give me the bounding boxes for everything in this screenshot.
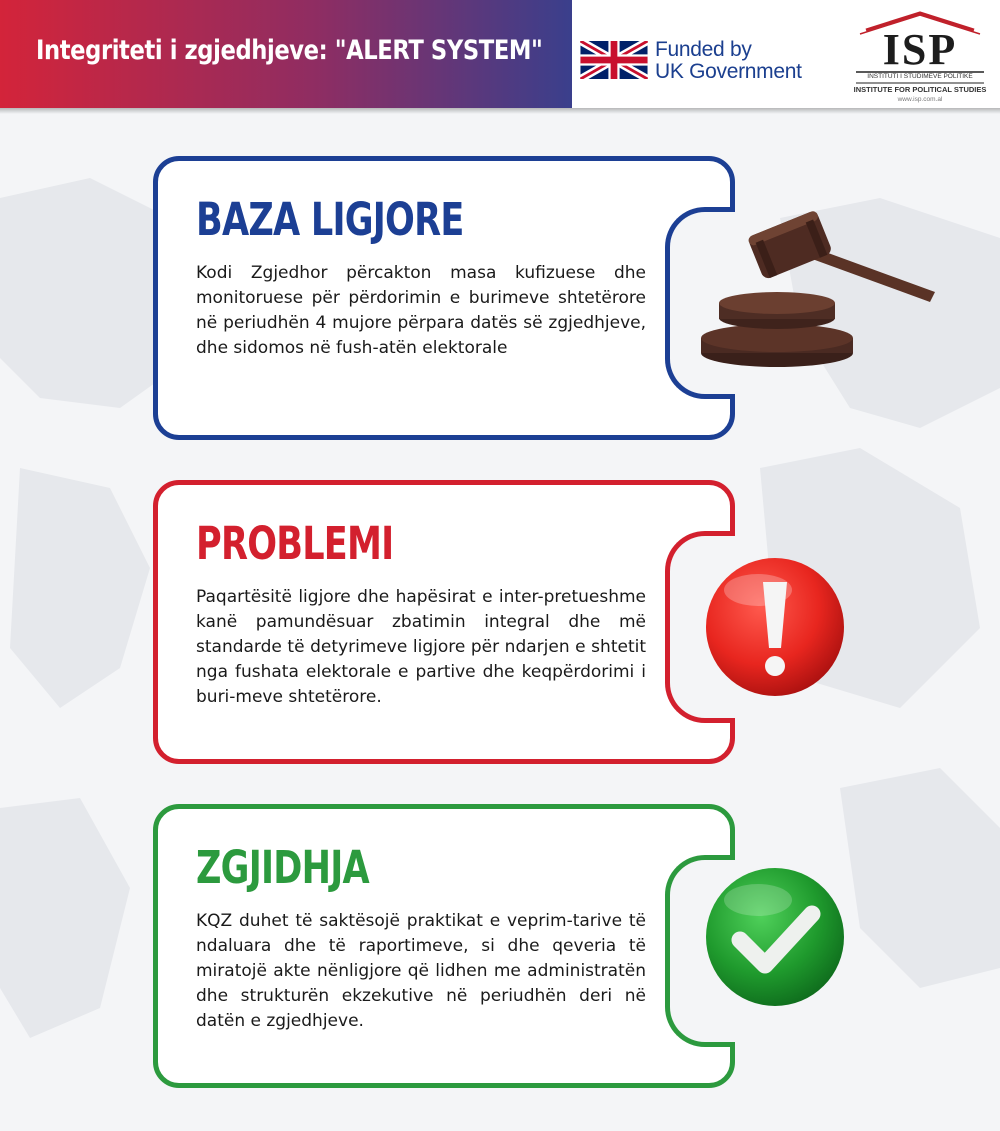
isp-albanian-name: INSTITUTI I STUDIMEVE POLITIKE [867, 73, 973, 80]
legal-basis-text: Kodi Zgjedhor përcakton masa kufizuese dhe monitoruese për përdorimin e burimeve shtetërore në periudhën 4 mujore përpara datës së zgjedhjeve, dhe sidomos në fush-atën elektorale [196, 263, 646, 358]
legal-basis-heading: BAZA LIGJORE [196, 193, 464, 246]
problem-heading: PROBLEMI [196, 517, 394, 570]
solution-heading: ZGJIDHJA [196, 841, 369, 894]
isp-website: www.isp.com.al [897, 96, 943, 103]
page-title: Integriteti i zgjedhjeve: "ALERT SYSTEM" [36, 35, 543, 66]
solution-card [153, 804, 735, 1088]
gavel-icon [695, 200, 945, 375]
header-shadow [0, 108, 1000, 114]
legal-basis-card [153, 156, 735, 440]
isp-letters: ISP [882, 25, 958, 74]
isp-logo [852, 10, 988, 103]
problem-card [153, 480, 735, 764]
solution-text: KQZ duhet të saktësojë praktikat e veprim-tarive të ndaluara dhe të raportimeve, si dhe qeveria të miratojë akte nënligjore që lidhen me administratën dhe strukturën ekzekutive në periudhën deri në datën e zgjedhjeve. [196, 911, 646, 1031]
exclamation-icon [700, 552, 850, 702]
checkmark-icon [700, 862, 850, 1012]
funded-by-text [655, 39, 802, 83]
problem-text: Paqartësitë ligjore dhe hapësirat e inter-pretueshme kanë pamundësuar zbatimin integral dhe më standarde të detyrimeve ligjore për ndarjen e shtetit nga fushata elektorale e partive dhe keqpërdorimi i buri-meve shtetërore. [196, 587, 646, 707]
header-title-band [0, 0, 572, 108]
uk-flag-icon [580, 41, 648, 79]
isp-english-name: INSTITUTE FOR POLITICAL STUDIES [853, 85, 987, 94]
header [0, 0, 1000, 108]
funded-line-2: UK Government [655, 60, 802, 83]
funded-line-1: Funded by [655, 38, 752, 61]
